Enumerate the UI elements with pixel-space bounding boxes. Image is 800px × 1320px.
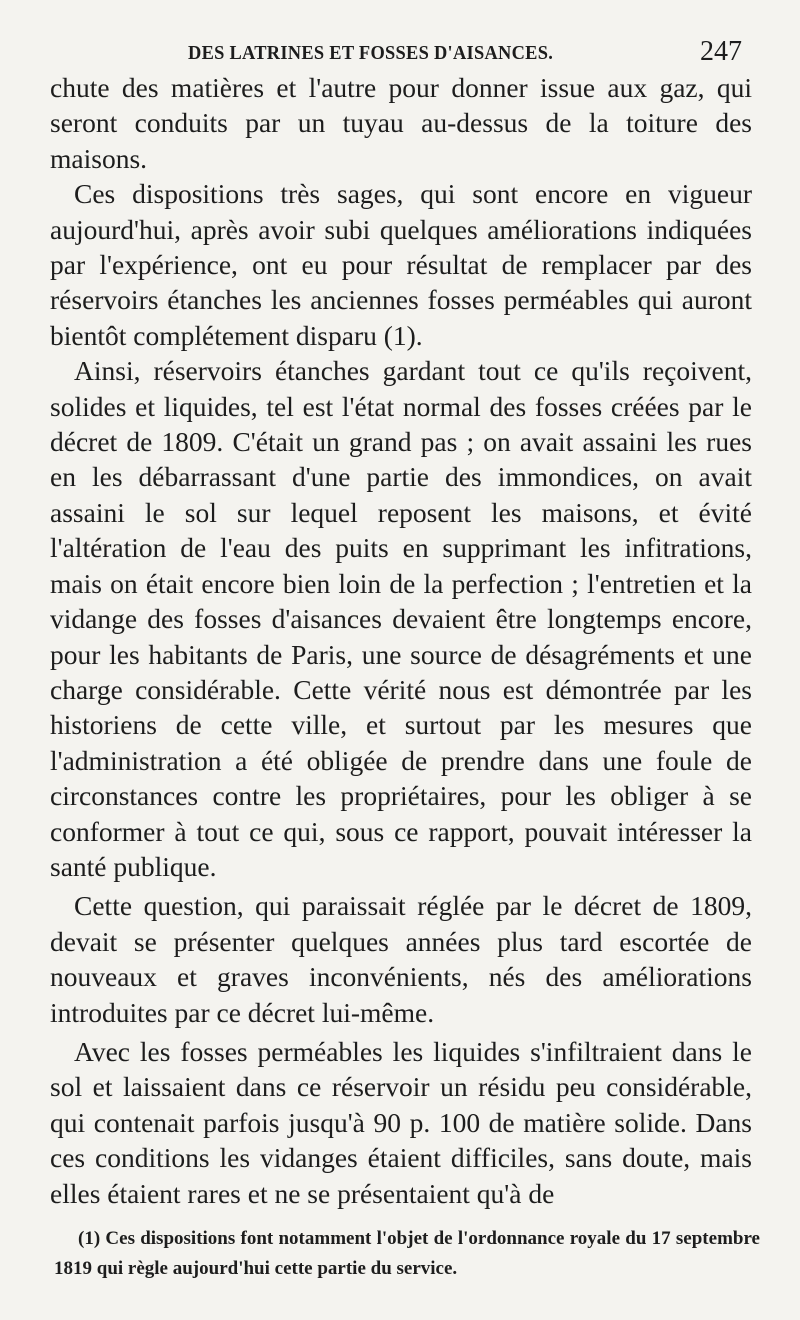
- footnote-text: (1) Ces dispositions font notamment l'objet de l'ordonnance royale du 17 septembre 1819 qui règle aujourd'hui cette partie du service.: [54, 1228, 760, 1279]
- paragraph-continued: chute des matières et l'autre pour donner issue aux gaz, qui seront conduits par un tuyau au-dessus de la toiture des maisons.: [50, 72, 752, 174]
- page-header: [0, 34, 800, 74]
- page-number: 247: [700, 36, 742, 67]
- paragraph: Avec les fosses perméables les liquides s'infiltraient dans le sol et laissaient dans ce réservoir un résidu peu considérable, qui contenait parfois jusqu'à 90 p. 100 de matière solide. Dans ces conditions les vidanges étaient difficiles, sans doute, mais elles étaient rares et ne se présentaient qu'à de: [50, 1035, 752, 1209]
- body-text: [50, 70, 752, 1211]
- footnote: [54, 1224, 760, 1284]
- running-title: DES LATRINES ET FOSSES D'AISANCES.: [188, 42, 554, 64]
- paragraph: Cette question, qui paraissait réglée par le décret de 1809, devait se présenter quelques années plus tard escortée de nouveaux et graves inconvénients, nés des améliorations introduites par ce décret lui-même.: [50, 890, 752, 1028]
- paragraph: Ainsi, réservoirs étanches gardant tout ce qu'ils reçoivent, solides et liquides, tel est l'état normal des fosses créées par le décret de 1809. C'était un grand pas ; on avait assaini les rues en les débarrassant d'une partie des immondices, on avait assaini le sol sur lequel reposent les maisons, et évité l'altération de l'eau des puits en supprimant les infitrations, mais on était encore bien loin de la perfection ; l'entretien et la vidange des fosses d'aisances devaient être longtemps encore, pour les habitants de Paris, une source de désagréments et une charge considérable. Cette vérité nous est démontrée par les historiens de cette ville, et surtout par les mesures que l'administration a été obligée de prendre dans une foule de circonstances contre les propriétaires, pour les obliger à se conformer à tout ce qui, sous ce rapport, pouvait intéresser la santé publique.: [50, 355, 752, 882]
- paragraph: Ces dispositions très sages, qui sont encore en vigueur aujourd'hui, après avoir subi quelques améliorations indiquées par l'expérience, ont eu pour résultat de remplacer par des réservoirs étanches les anciennes fosses perméables qui auront bientôt complétement disparu (1).: [50, 178, 752, 351]
